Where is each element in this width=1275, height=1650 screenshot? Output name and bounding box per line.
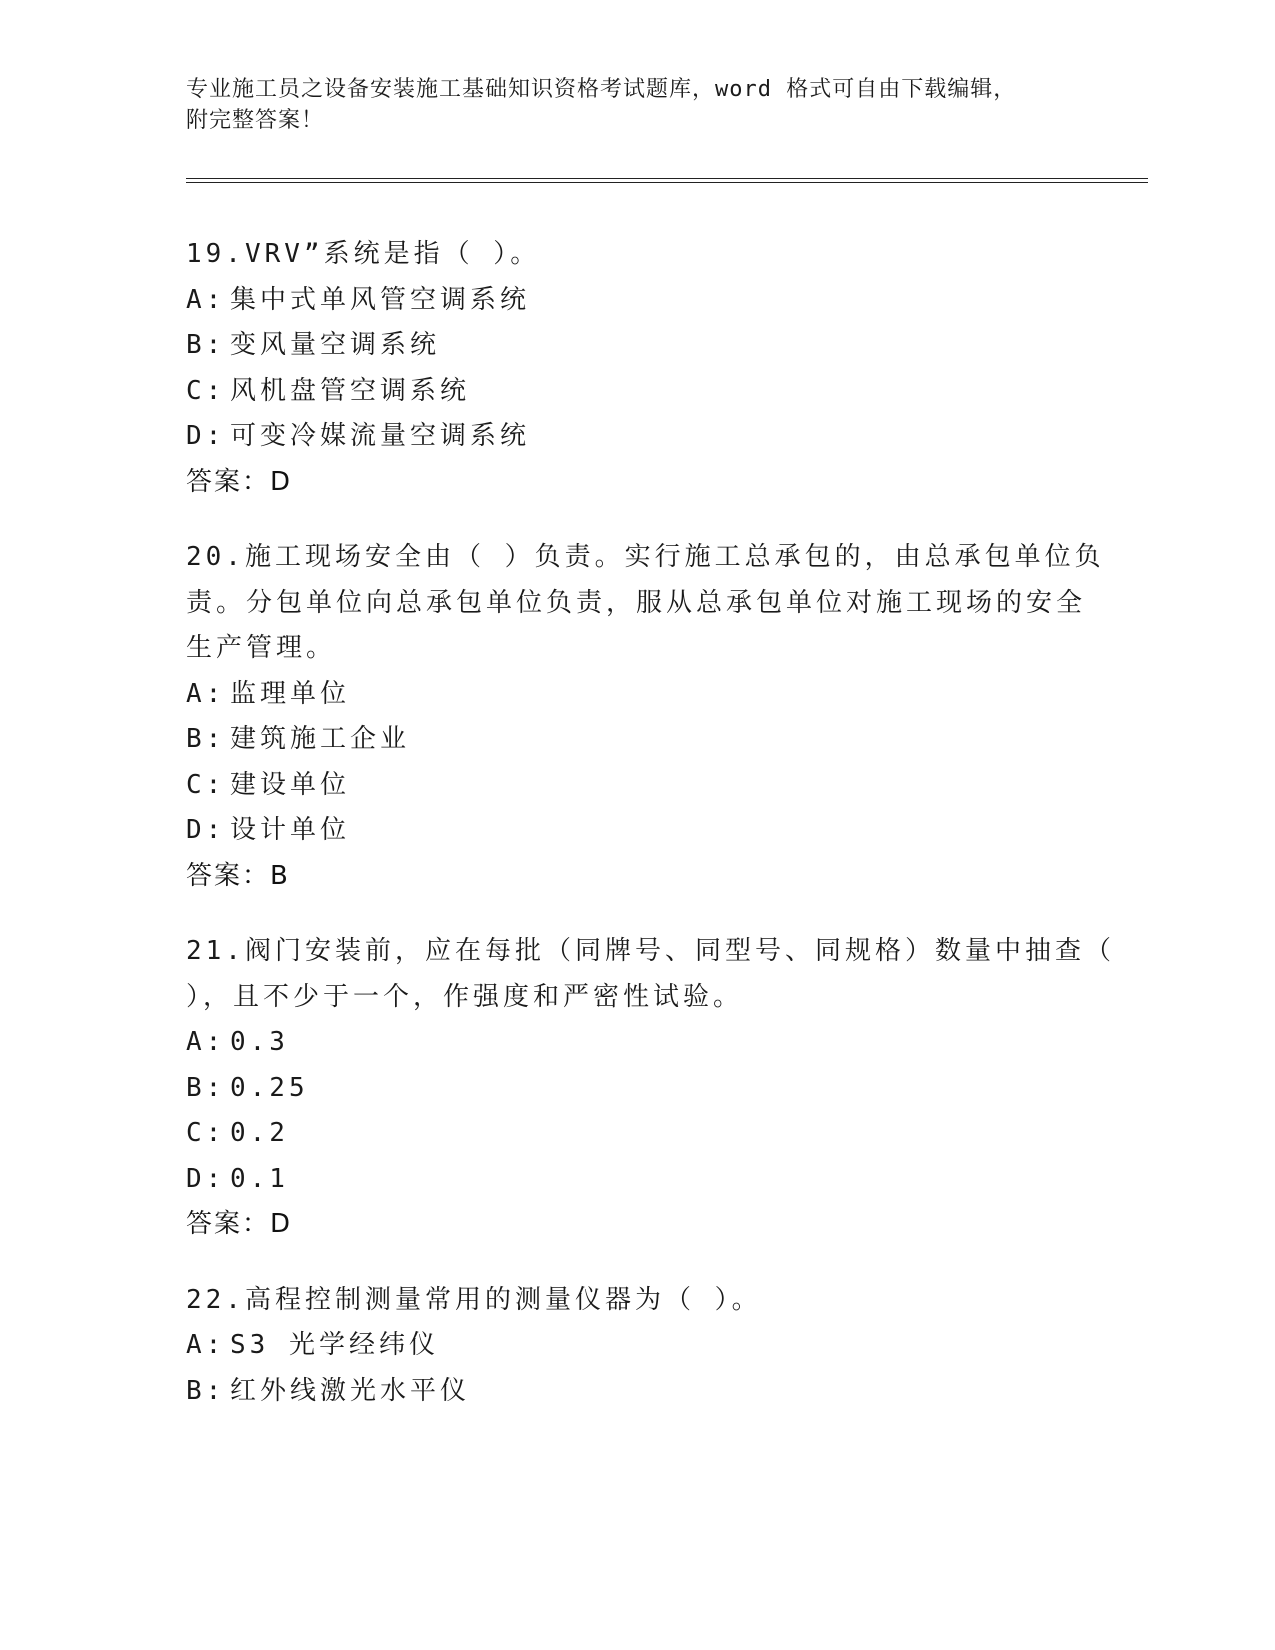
option-label: B: — [186, 1375, 226, 1406]
option-label: A: — [186, 678, 226, 709]
option-label: A: — [186, 1027, 226, 1057]
header-divider-top — [186, 178, 1148, 179]
question-stem-line: 20.施工现场安全由（ ）负责。实行施工总承包的，由总承包单位负 — [186, 542, 1105, 572]
header-line-1: 专业施工员之设备安装施工基础知识资格考试题库，word 格式可自由下载编辑， — [186, 77, 1017, 102]
option-label: D: — [186, 1163, 226, 1194]
option-text: 0.3 — [230, 1027, 289, 1057]
answer-option — [186, 369, 1086, 415]
option-text: 建筑施工企业 — [230, 724, 411, 754]
option-text: 0.25 — [230, 1072, 309, 1103]
answer-option — [186, 1066, 1086, 1112]
option-text: 0.1 — [230, 1163, 289, 1194]
question-block — [186, 232, 1086, 505]
answer-option — [186, 1111, 1086, 1157]
option-text: 红外线激光水平仪 — [230, 1375, 471, 1406]
answer-option — [186, 278, 1086, 324]
option-label: D: — [186, 421, 226, 451]
answer-option — [186, 323, 1086, 369]
option-label: C: — [186, 1118, 226, 1148]
option-label: A: — [186, 284, 226, 315]
answer-option — [186, 1323, 1086, 1369]
answer-key: 答案：D — [186, 1209, 293, 1239]
question-block — [186, 535, 1105, 899]
option-label: B: — [186, 330, 226, 360]
option-text: 监理单位 — [230, 678, 351, 709]
option-label: C: — [186, 375, 226, 406]
question-stem-line: 22.高程控制测量常用的测量仪器为（ ）。 — [186, 1284, 762, 1315]
question-stem-line: ），且不少于一个，作强度和严密性试验。 — [186, 981, 744, 1012]
option-text: 变风量空调系统 — [230, 330, 441, 360]
option-label: B: — [186, 724, 226, 754]
answer-option — [186, 1020, 1086, 1066]
option-label: D: — [186, 815, 226, 845]
option-text: 0.2 — [230, 1118, 289, 1148]
option-label: A: — [186, 1330, 226, 1360]
option-text: S3 光学经纬仪 — [230, 1330, 439, 1360]
option-label: B: — [186, 1072, 226, 1103]
question-block — [186, 1278, 1086, 1415]
answer-option — [186, 808, 1086, 854]
answer-option — [186, 717, 1086, 763]
question-stem-line: 21.阀门安装前，应在每批（同牌号、同型号、同规格）数量中抽查（ — [186, 936, 1115, 966]
option-text: 设计单位 — [230, 815, 351, 845]
question-block — [186, 929, 1115, 1248]
header-line-2: 附完整答案！ — [186, 108, 325, 133]
document-header — [186, 74, 1086, 136]
question-stem-line: 19.VRV”系统是指（ ）。 — [186, 239, 541, 269]
option-text: 集中式单风管空调系统 — [230, 284, 531, 315]
answer-option — [186, 1157, 1086, 1203]
option-text: 风机盘管空调系统 — [230, 375, 471, 406]
question-stem-line: 生产管理。 — [186, 633, 337, 663]
question-stem-line: 责。分包单位向总承包单位负责，服从总承包单位对施工现场的安全 — [186, 587, 1087, 618]
option-text: 建设单位 — [230, 769, 351, 800]
header-divider-bottom — [186, 182, 1148, 183]
answer-key: 答案：B — [186, 860, 290, 891]
answer-option — [186, 672, 1086, 718]
answer-option — [186, 1369, 1086, 1415]
option-label: C: — [186, 769, 226, 800]
answer-key: 答案：D — [186, 466, 293, 497]
option-text: 可变冷媒流量空调系统 — [230, 421, 531, 451]
question-list — [186, 232, 1115, 1444]
answer-option — [186, 763, 1086, 809]
answer-option — [186, 414, 1086, 460]
